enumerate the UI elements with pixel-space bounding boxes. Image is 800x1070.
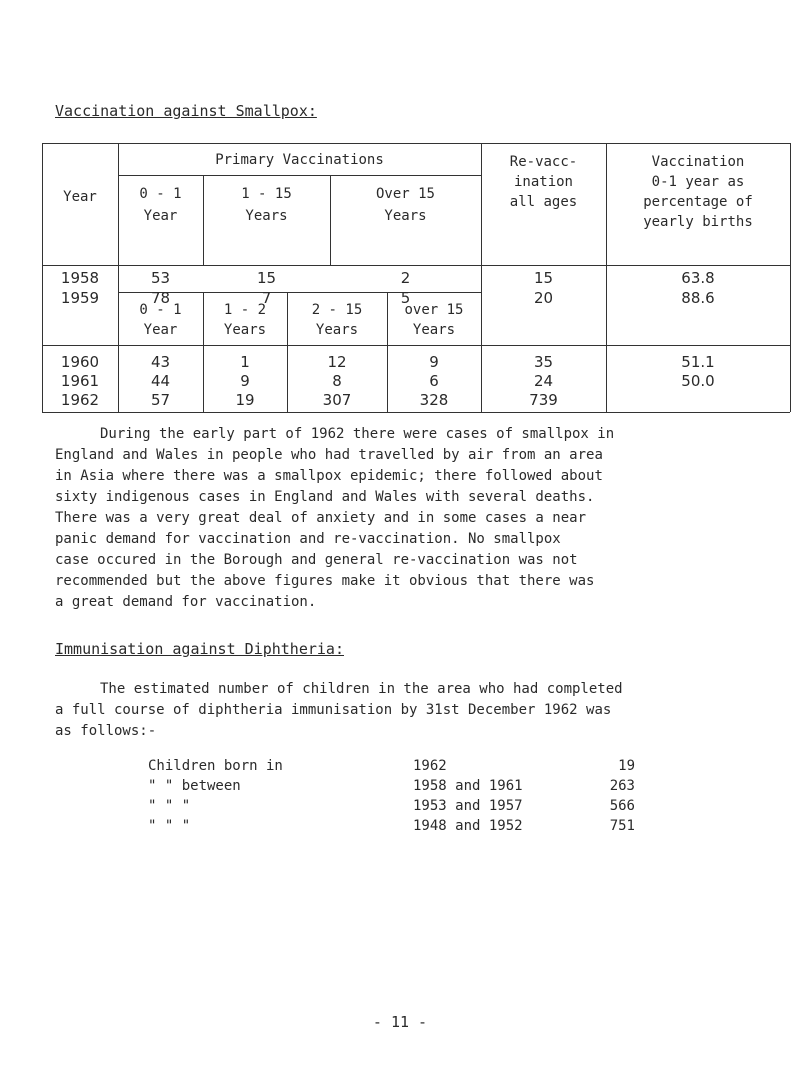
list-item-count: 751 [609,818,635,834]
col2-d-header-2: Years [412,322,456,338]
row-1961-d: 6 [429,372,439,390]
paragraph-line: case occured in the Borough and general re-vaccination was not [55,552,578,568]
row-1962-revacc: 739 [529,391,558,409]
row-1959-revacc: 20 [533,289,554,307]
col2-b-header-1: 1 - 2 [223,302,267,318]
row-1962-d: 328 [419,391,449,409]
list-item-period: 1948 and 1952 [413,818,523,834]
row-1961-a: 44 [150,372,171,390]
row-1962-b: 19 [235,391,255,409]
list-item-period: 1962 [413,758,447,774]
pct-header-3: percentage of [643,194,753,210]
list-item-label: Children born in [148,758,283,774]
revacc-header-3: all ages [509,194,578,210]
smallpox-heading: Vaccination against Smallpox: [55,102,317,120]
row-1959-c: 5 [400,289,411,307]
pct-header-1: Vaccination [651,154,745,170]
primary-header: Primary Vaccinations [215,152,384,168]
row-1961-c: 8 [332,372,342,390]
paragraph-line: There was a very great deal of anxiety and in some cases a near [55,510,587,526]
revacc-header-2: ination [513,174,573,190]
row-1958-year: 1958 [60,269,100,287]
pct-header-2: 0-1 year as [651,174,745,190]
row-1960-d: 9 [429,353,439,371]
row-1960-revacc: 35 [533,353,554,371]
list-item-label: " " " [148,798,191,814]
col2-c-header-2: Years [315,322,359,338]
col2-d-header-1: over 15 [404,302,464,318]
row-1962-a: 57 [150,391,171,409]
paragraph-line: The estimated number of children in the area who had completed [100,681,623,697]
paragraph-line: During the early part of 1962 there were cases of smallpox in [100,426,615,442]
row-1959-year: 1959 [60,289,100,307]
row-1960-pct: 51.1 [681,353,715,371]
pct-header-4: yearly births [643,214,753,230]
row-1960-a: 43 [150,353,171,371]
paragraph-line: a full course of diphtheria immunisation by 31st December 1962 was [55,702,612,718]
row-1961-pct: 50.0 [681,372,715,390]
paragraph-line: recommended but the above figures make it obvious that there was [55,573,595,589]
paragraph-line: England and Wales in people who had travelled by air from an area [55,447,603,463]
row-1962-year: 1962 [60,391,100,409]
row-1959-pct: 88.6 [681,289,715,307]
row-1958-c: 2 [400,269,411,287]
paragraph-line: panic demand for vaccination and re-vaccination. No smallpox [55,531,561,547]
row-1958-b: 15 [256,269,277,287]
row-1958-revacc: 15 [533,269,554,287]
paragraph-line: as follows:- [55,723,157,739]
paragraph-line: a great demand for vaccination. [55,594,317,610]
row-1958-a: 53 [150,269,171,287]
year-header: Year [63,189,97,205]
list-item-period: 1958 and 1961 [413,778,523,794]
row-1959-a: 78 [150,289,171,307]
list-item-period: 1953 and 1957 [413,798,523,814]
row-1961-revacc: 24 [533,372,554,390]
col2-a-header-1: 0 - 1 [139,302,182,318]
col2-c-header-1: 2 - 15 [311,302,363,318]
col1-c-header-2: Years [384,208,427,224]
diphtheria-heading: Immunisation against Diphtheria: [55,640,344,658]
list-item-count: 263 [609,778,635,794]
list-item-count: 566 [609,798,635,814]
list-item-label: " " between [148,778,241,794]
row-1960-b: 1 [240,353,250,371]
row-1962-c: 307 [322,391,352,409]
row-1960-year: 1960 [60,353,100,371]
col1-a-header-1: 0 - 1 [139,186,182,202]
paragraph-line: in Asia where there was a smallpox epidemic; there followed about [55,468,603,484]
col1-b-header-1: 1 - 15 [241,186,292,202]
row-1959-b: 7 [261,289,272,307]
row-1961-year: 1961 [60,372,100,390]
revacc-header-1: Re-vacc- [509,154,578,170]
list-item-count: 19 [618,758,635,774]
page-number: - 11 - [372,1013,428,1031]
col1-c-header-1: Over 15 [375,186,435,202]
paragraph-line: sixty indigenous cases in England and Wales with several deaths. [55,489,595,505]
list-item-label: " " " [148,818,191,834]
col2-a-header-2: Year [143,322,178,338]
row-1960-c: 12 [327,353,347,371]
col2-b-header-2: Years [223,322,267,338]
row-1961-b: 9 [240,372,250,390]
col1-b-header-2: Years [245,208,288,224]
col1-a-header-2: Year [143,208,178,224]
row-1958-pct: 63.8 [681,269,715,287]
